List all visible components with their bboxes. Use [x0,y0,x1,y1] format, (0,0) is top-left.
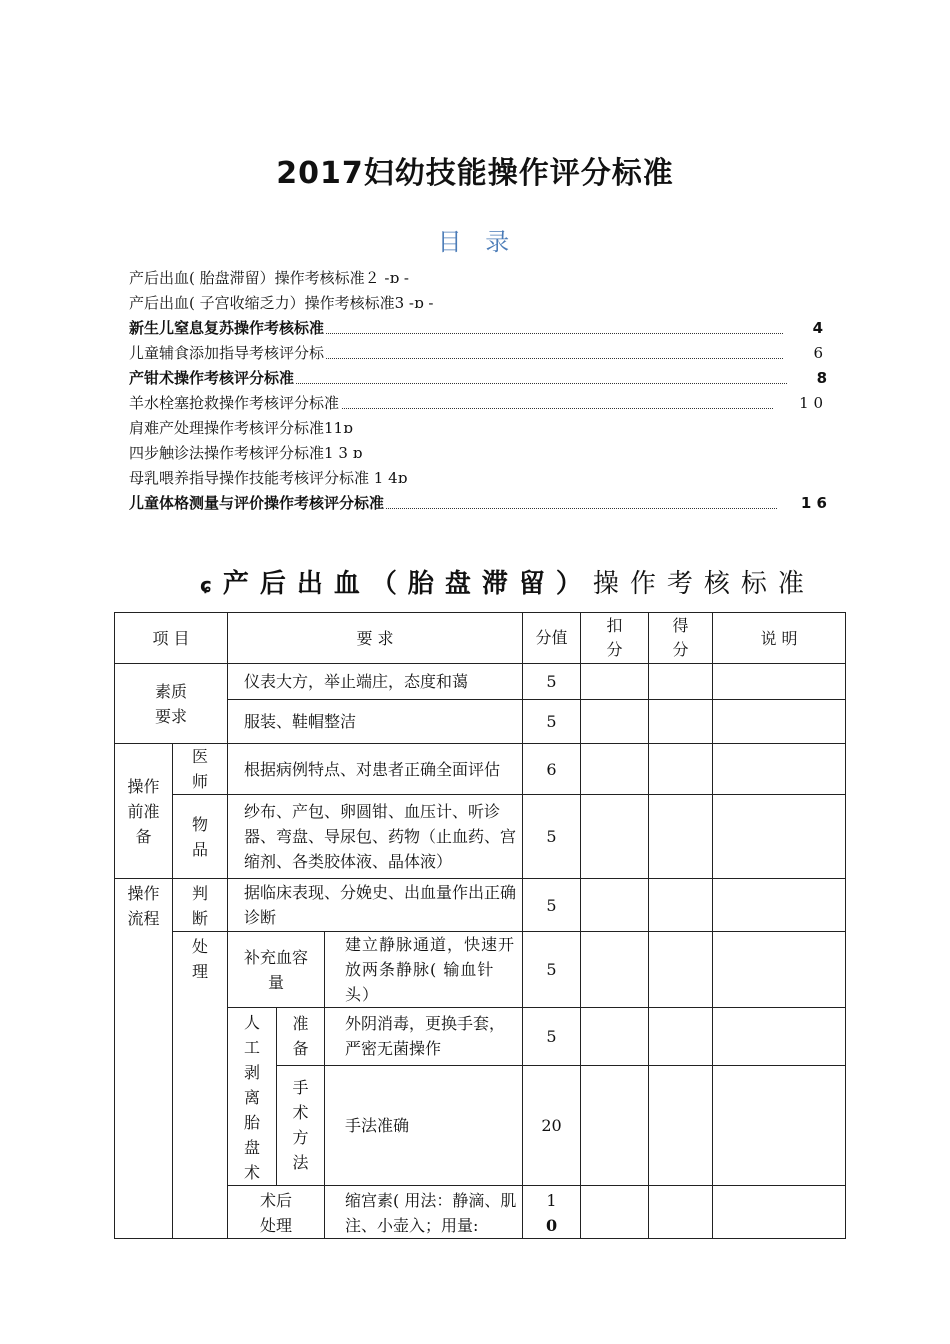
score-cell: 5 [523,879,581,932]
deduct-cell[interactable] [581,1186,649,1239]
table-row [115,879,846,932]
deduct-cell[interactable] [581,700,649,744]
obtained-cell[interactable] [649,879,713,932]
toc-page-number: 8 [817,366,827,391]
score-cell: 5 [523,932,581,1008]
obtained-cell[interactable] [649,1186,713,1239]
step-manual-removal: 人工剥离胎盘术 [228,1008,277,1186]
note-cell[interactable] [713,1008,846,1066]
toc-page-number: 6 [813,341,823,366]
substep-prep: 准备 [277,1008,325,1066]
toc-item[interactable]: 四步触诊法操作考核评分标准1 3 ɒ [129,444,363,462]
deduct-cell[interactable] [581,795,649,879]
table-row [115,744,846,795]
requirement-cell: 仪表大方，举止端庄，态度和蔼 [228,664,523,700]
subcategory-supplies: 物品 [173,795,228,879]
note-cell[interactable] [713,879,846,932]
toc-page-number: 1 6 [801,491,827,516]
obtained-cell[interactable] [649,1065,713,1185]
obtained-cell[interactable] [649,932,713,1008]
note-cell[interactable] [713,664,846,700]
score-cell: 1 0 [523,1186,581,1239]
toc-item[interactable]: 产后出血( 子宫收缩乏力）操作考核标准3 -ɒ - [129,294,434,312]
deduct-cell[interactable] [581,932,649,1008]
step-post-op: 术后处理 [228,1186,325,1239]
score-cell: 5 [523,1008,581,1066]
section-title: ɕ产后出血（胎盘滞留）操作考核标准 [200,569,815,599]
toc-item[interactable]: 儿童辅食添加指导考核评分标 6 [129,341,823,366]
obtained-cell[interactable] [649,664,713,700]
table-row [115,664,846,700]
toc-item[interactable]: 产后出血( 胎盘滞留）操作考核标准２ -ɒ - [129,269,409,287]
requirement-cell: 缩宫素( 用法：静滴、肌注、小壶入；用量: [325,1186,523,1239]
table-of-contents [129,266,829,516]
toc-item[interactable]: 肩难产处理操作考核评分标准11ɒ [129,419,353,437]
obtained-cell[interactable] [649,744,713,795]
header-note: 说 明 [713,613,846,664]
requirement-cell: 服装、鞋帽整洁 [228,700,523,744]
deduct-cell[interactable] [581,1065,649,1185]
category-flow: 操作流程 [115,879,173,1239]
deduct-cell[interactable] [581,664,649,700]
score-cell: 5 [523,664,581,700]
table-row [115,795,846,879]
subcategory-doctor: 医师 [173,744,228,795]
requirement-cell: 据临床表现、分娩史、出血量作出正确诊断 [228,879,523,932]
deduct-cell[interactable] [581,744,649,795]
header-requirement: 要 求 [228,613,523,664]
toc-item[interactable]: 新生儿窒息复苏操作考核标准 4 [129,316,823,341]
document-title: 2017妇幼技能操作评分标准 [276,156,674,191]
obtained-cell[interactable] [649,795,713,879]
toc-item[interactable]: 产钳术操作考核评分标准 8 [129,366,827,391]
note-cell[interactable] [713,744,846,795]
note-cell[interactable] [713,1065,846,1185]
score-cell: 20 [523,1065,581,1185]
toc-page-number: 4 [813,316,823,341]
subcategory-treatment: 处理 [173,932,228,1239]
header-score: 分值 [523,613,581,664]
toc-item[interactable]: 羊水栓塞抢救操作考核评分标准 1 0 [129,391,823,416]
note-cell[interactable] [713,700,846,744]
deduct-cell[interactable] [581,1008,649,1066]
requirement-cell: 纱布、产包、卵圆钳、血压计、听诊器、弯盘、导尿包、药物（止血药、宫缩剂、各类胶体液、晶体液） [228,795,523,879]
deduct-cell[interactable] [581,879,649,932]
scoring-table [114,612,846,1239]
requirement-cell: 手法准确 [325,1065,523,1185]
header-obtained: 得分 [649,613,713,664]
obtained-cell[interactable] [649,700,713,744]
obtained-cell[interactable] [649,1008,713,1066]
category-prep: 操作前准备 [115,744,173,879]
requirement-cell: 建立静脉通道，快速开放两条静脉( 输血针头） [325,932,523,1008]
toc-item[interactable]: 母乳喂养指导操作技能考核评分标准 1 4ɒ [129,469,408,487]
table-row [115,932,846,1008]
section-marker: ɕ [200,573,223,597]
note-cell[interactable] [713,932,846,1008]
header-deduct: 扣分 [581,613,649,664]
requirement-cell: 外阴消毒，更换手套，严密无菌操作 [325,1008,523,1066]
step-fluid: 补充血容量 [228,932,325,1008]
subcategory-judge: 判断 [173,879,228,932]
table-header-row [115,613,846,664]
note-cell[interactable] [713,1186,846,1239]
score-cell: 5 [523,795,581,879]
toc-page-number: 1 0 [799,391,823,416]
substep-method: 手术方法 [277,1065,325,1185]
score-cell: 6 [523,744,581,795]
toc-heading: 目 录 [437,228,518,256]
toc-item[interactable]: 儿童体格测量与评价操作考核评分标准 1 6 [129,491,827,516]
header-item: 项 目 [115,613,228,664]
score-cell: 5 [523,700,581,744]
category-quality: 素质要求 [115,664,228,744]
note-cell[interactable] [713,795,846,879]
requirement-cell: 根据病例特点、对患者正确全面评估 [228,744,523,795]
